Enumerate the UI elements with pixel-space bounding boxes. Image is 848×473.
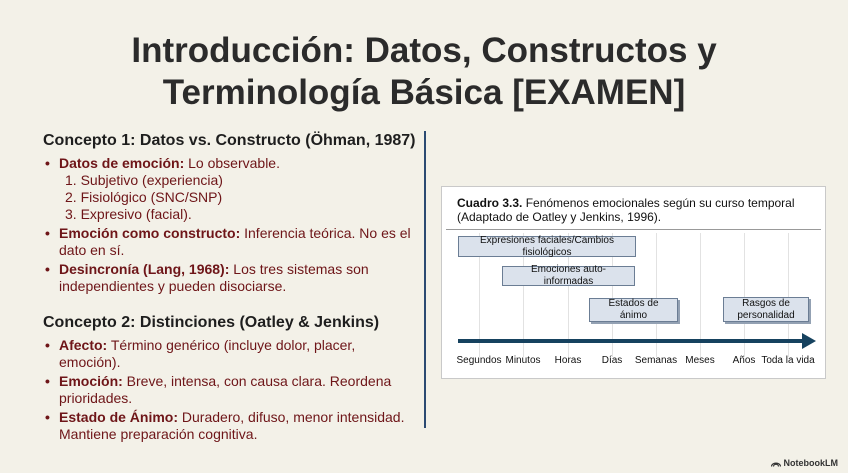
timeline-box-estados: Estados de ánimo (589, 298, 678, 322)
item-key: Desincronía (Lang, 1968): (59, 261, 230, 277)
sublist-item: 2. Fisiológico (SNC/SNP) (65, 189, 223, 205)
axis-tick-label: Minutos (505, 355, 541, 366)
list-item (43, 155, 418, 223)
brand-watermark (771, 458, 839, 468)
axis-arrowhead (802, 333, 816, 349)
sublist-item: 1. Subjetivo (experiencia) (65, 172, 223, 188)
item-text: Breve, intensa, con causa clara. Reordena prioridades. (59, 373, 392, 406)
axis-tick-label: Segundos (456, 355, 502, 366)
axis-tick-label: Meses (685, 355, 715, 366)
concept1-heading: Concepto 1: Datos vs. Constructo (Öhman, 1987) (43, 132, 416, 149)
timeline-box-rasgos: Rasgos de personalidad (723, 297, 809, 322)
concept2-heading: Concepto 2: Distinciones (Oatley & Jenkins) (43, 314, 380, 331)
list-item (43, 225, 418, 259)
timeline-box-expresiones: Expresiones faciales/Cambios fisiológicos (458, 236, 636, 257)
title-line-2: Terminología Básica [EXAMEN] (162, 73, 686, 112)
axis-tick-label: Toda la vida (761, 355, 815, 366)
title-line-1: Introducción: Datos, Constructos y (131, 31, 717, 70)
list-item (43, 261, 418, 295)
caption-text: Fenómenos emocionales según su curso temporal (Adaptado de Oatley y Jenkins, 1996). (457, 196, 795, 224)
list-item (43, 409, 418, 443)
sublist-item: 3. Expresivo (facial). (65, 206, 192, 222)
brand-label: NotebookLM (783, 458, 838, 468)
sublist (59, 172, 418, 223)
left-column (43, 131, 418, 445)
axis-tick-label: Años (732, 355, 756, 366)
concept2-list (43, 337, 418, 443)
axis-tick-label: Horas (554, 355, 582, 366)
item-key: Emoción: (59, 373, 123, 389)
item-text: Término genérico (incluye dolor, placer, emoción). (59, 337, 356, 370)
item-text: Inferencia teórica. No es el dato en sí. (59, 225, 411, 258)
time-axis (458, 339, 804, 343)
axis-tick-label: Semanas (634, 355, 678, 366)
item-key: Emoción como constructo: (59, 225, 241, 241)
item-text: Los tres sistemas son independientes y pueden disociarse. (59, 261, 369, 294)
slide-title (0, 30, 848, 114)
item-key: Datos de emoción: (59, 155, 185, 171)
caption-rule (446, 229, 821, 230)
caption-label: Cuadro 3.3. (457, 196, 523, 210)
column-divider (424, 131, 426, 428)
item-key: Estado de Ánimo: (59, 409, 179, 425)
temporal-figure (441, 186, 826, 379)
figure-caption (457, 196, 817, 224)
item-text: Lo observable. (184, 155, 280, 171)
item-key: Afecto: (59, 337, 108, 353)
list-item (43, 373, 418, 407)
concept1-list (43, 155, 418, 295)
axis-tick-label: Días (601, 355, 623, 366)
timeline-box-emociones: Emociones auto-informadas (502, 266, 635, 286)
notebooklm-logo-icon (771, 459, 781, 467)
list-item (43, 337, 418, 371)
item-text: Duradero, difuso, menor intensidad. Mantiene preparación cognitiva. (59, 409, 405, 442)
